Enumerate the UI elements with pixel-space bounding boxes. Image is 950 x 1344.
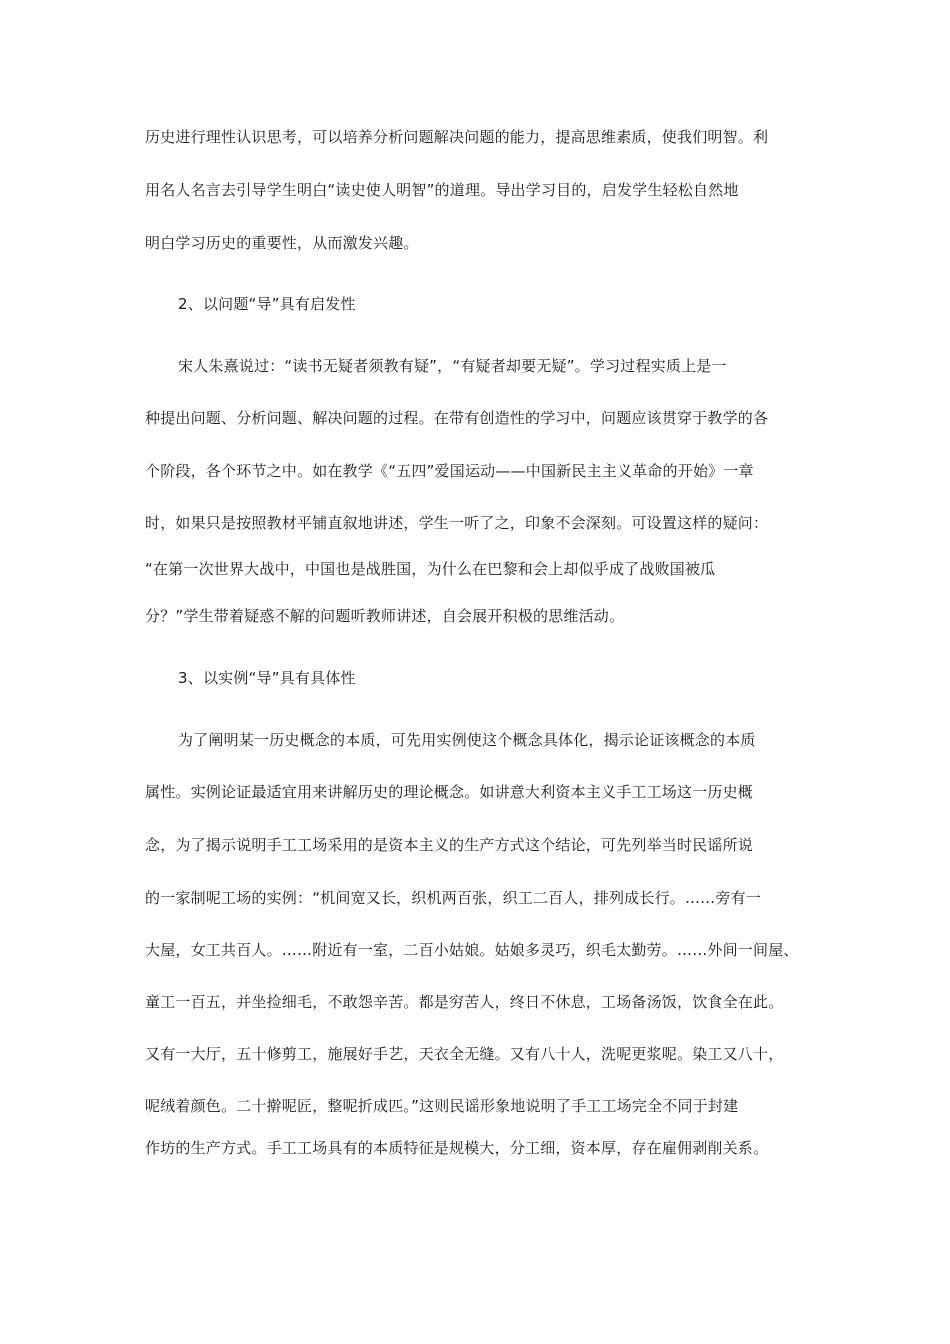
text-line: 的一家制呢工场的实例：“机间宽又长，织机两百张，织工二百人，排列成长行。……旁有一 xyxy=(145,889,761,907)
text-line: 为了阐明某一历史概念的本质，可先用实例使这个概念具体化，揭示论证该概念的本质 xyxy=(178,731,756,749)
text-line: 童工一百五，并坐捡细毛，不敢怨辛苦。都是穷苦人，终日不休息，工场备汤饭，饮食全在此。 xyxy=(145,993,784,1011)
text-line: 属性。实例论证最适宜用来讲解历史的理论概念。如讲意大利资本主义手工工场这一历史概 xyxy=(145,783,754,801)
text-line: 呢绒着颜色。二十擀呢匠，整呢折成匹。”这则民谣形象地说明了手工工场完全不同于封建 xyxy=(145,1097,739,1115)
text-line: 分？”学生带着疑惑不解的问题听教师讲述，自会展开积极的思维活动。 xyxy=(145,607,625,625)
section-heading: 2、以问题“导”具有启发性 xyxy=(178,295,356,313)
text-line: 念，为了揭示说明手工工场采用的是资本主义的生产方式这个结论，可先列举当时民谣所说 xyxy=(145,836,754,854)
text-line: 明白学习历史的重要性，从而激发兴趣。 xyxy=(145,234,419,252)
text-line: 大屋，女工共百人。……附近有一室，二百小姑娘。姑娘多灵巧，织毛太勤劳。……外间一间屋、 xyxy=(145,941,799,959)
text-line: 种提出问题、分析问题、解决问题的过程。在带有创造性的学习中，问题应该贯穿于教学的各 xyxy=(145,409,769,427)
text-line: 时，如果只是按照教材平铺直叙地讲述，学生一听了之，印象不会深刻。可设置这样的疑问： xyxy=(145,514,769,532)
text-line: 用名人名言去引导学生明白“读史使人明智”的道理。导出学习目的，启发学生轻松自然地 xyxy=(145,181,739,199)
section-heading: 3、以实例“导”具有具体性 xyxy=(178,669,356,687)
text-line: 又有一大厅，五十修剪工，施展好手艺，天衣全无缝。又有八十人，洗呢更浆呢。染工又八十， xyxy=(145,1045,784,1063)
text-line: 个阶段，各个环节之中。如在教学《“五四”爱国运动——中国新民主主义革命的开始》一章 xyxy=(145,462,754,480)
text-line: 历史进行理性认识思考，可以培养分析问题解决问题的能力，提高思维素质，使我们明智。利 xyxy=(145,128,769,146)
text-line: “在第一次世界大战中，中国也是战胜国，为什么在巴黎和会上却似乎成了战败国被瓜 xyxy=(145,560,716,578)
text-line: 作坊的生产方式。手工工场具有的本质特征是规模大，分工细，资本厚，存在雇佣剥削关系。 xyxy=(145,1139,769,1157)
text-line: 宋人朱熹说过：“读书无疑者须教有疑”，“有疑者却要无疑”。学习过程实质上是一 xyxy=(178,357,727,375)
